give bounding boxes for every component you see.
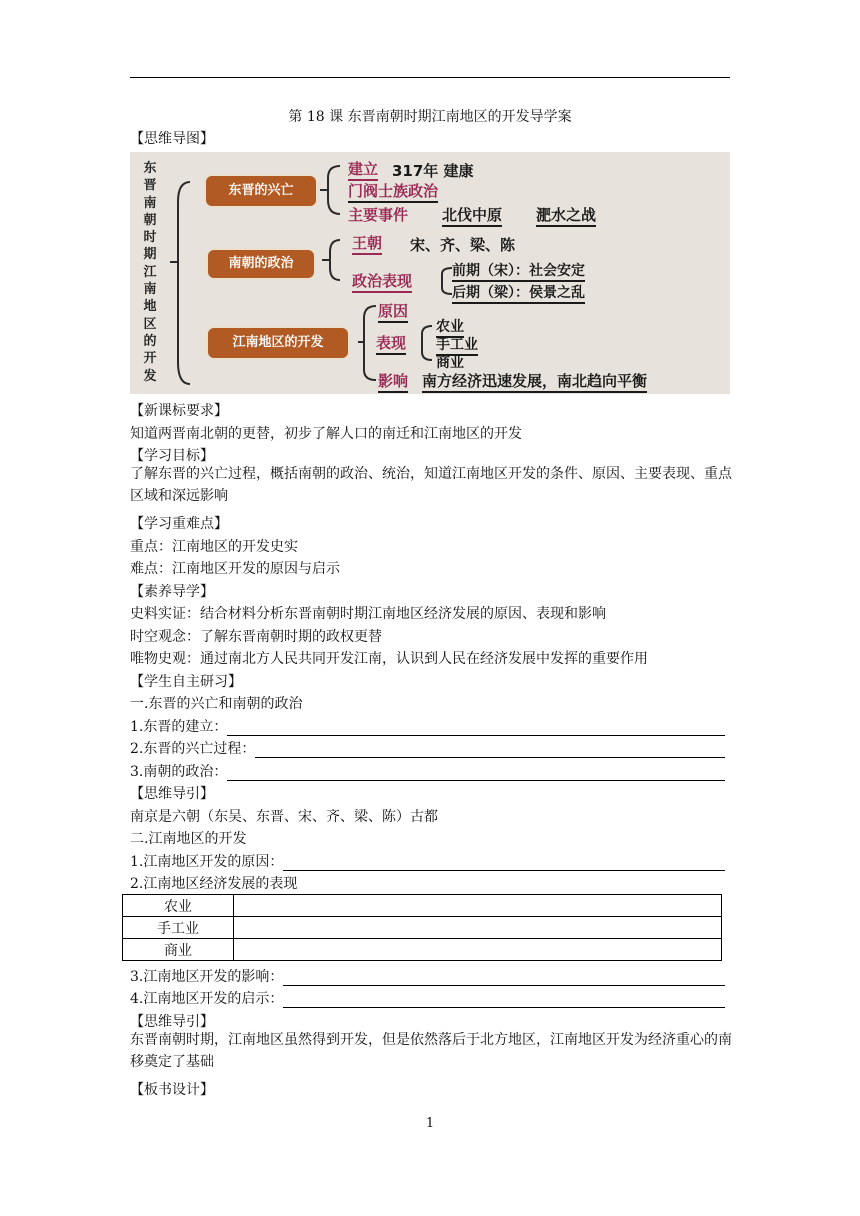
table-answer-cell[interactable] (234, 939, 722, 961)
mm-b3-sub1: 原因 (378, 300, 408, 323)
question-6 (130, 966, 725, 986)
table-row-label: 农业 (123, 895, 234, 917)
mm-b2-val2b: 后期（梁）：侯景之乱 (452, 282, 585, 304)
question-1 (130, 716, 725, 736)
mm-b2-key1: 王朝 (352, 232, 382, 255)
body-paragraph: 了解东晋的兴亡过程，概括南朝的政治、统治，知道江南地区开发的条件、原因、主要表现、重点区域和深远影响 (130, 466, 732, 504)
question-1-label: 1.东晋的建立： (130, 719, 228, 735)
section-heading: 【思维导引】 (130, 786, 214, 802)
mindmap-root-char: 朝 (143, 212, 157, 228)
part-title: 二.江南地区的开发 (130, 831, 247, 847)
section-heading: 【学生自主研习】 (130, 674, 242, 690)
mm-b3-val3: 南方经济迅速发展，南北趋向平衡 (422, 370, 647, 393)
section-heading: 【学习目标】 (130, 448, 214, 464)
table-row (123, 917, 722, 939)
mm-b1-key3: 主要事件 (348, 206, 409, 224)
table-row (123, 895, 722, 917)
mm-b2-key2: 政治表现 (352, 270, 412, 293)
body-text: 重点：江南地区的开发史实 (130, 539, 298, 555)
question-4 (130, 851, 725, 871)
header-rule (130, 77, 730, 78)
answer-blank-7[interactable] (283, 993, 725, 1008)
mindmap-root-char: 开 (143, 351, 157, 367)
body-text: 唯物史观：通过南北方人民共同开发江南，认识到人民在经济发展中发挥的重要作用 (130, 651, 648, 667)
question-3-label: 3.南朝的政治： (130, 764, 228, 780)
mindmap-root-char: 南 (143, 282, 157, 298)
document-title: 第 18 课 东晋南朝时期江南地区的开发导学案 (288, 109, 572, 125)
mm-b1-val3a: 北伐中原 (442, 204, 502, 227)
table-row-label: 商业 (123, 939, 234, 961)
mindmap-root-char: 的 (143, 333, 157, 349)
mm-b3-item1: 农业 (436, 316, 464, 338)
part-title: 一.东晋的兴亡和南朝的政治 (130, 696, 303, 712)
question-2 (130, 738, 725, 758)
section-heading: 【新课标要求】 (130, 403, 228, 419)
mindmap-root-char: 地 (143, 299, 157, 315)
body-text: 难点：江南地区开发的原因与启示 (130, 561, 340, 577)
mindmap-root-char: 时 (143, 230, 157, 246)
body-text: 知道两晋南北朝的更替，初步了解人口的南迁和江南地区的开发 (130, 426, 522, 442)
answer-blank-3[interactable] (227, 766, 725, 781)
answer-blank-2[interactable] (255, 743, 725, 758)
section-heading: 【思维导引】 (130, 1014, 214, 1030)
mm-b3-key3: 影响 (378, 370, 408, 393)
table-row-label: 手工业 (123, 917, 234, 939)
section-heading: 【素养导学】 (130, 584, 214, 600)
table-answer-cell[interactable] (234, 895, 722, 917)
mindmap-branch-1: 东晋的兴亡 (204, 174, 318, 208)
mindmap-branch-2: 南朝的政治 (206, 248, 316, 280)
question-3 (130, 761, 725, 781)
body-paragraph: 东晋南朝时期，江南地区虽然得到开发，但是依然落后于北方地区，江南地区开发为经济重心的南移奠定了基础 (130, 1032, 732, 1070)
economy-table (122, 894, 722, 961)
mindmap-root-char: 南 (143, 195, 157, 211)
mm-b3-item3: 商业 (436, 355, 464, 371)
section-heading: 【学习重难点】 (130, 516, 228, 532)
answer-blank-1[interactable] (227, 721, 725, 736)
table-row (123, 939, 722, 961)
mm-b3-key2: 表现 (376, 332, 406, 355)
mindmap-heading: 【思维导图】 (130, 131, 214, 147)
question-6-label: 3.江南地区开发的影响： (130, 969, 284, 985)
question-7-label: 4.江南地区开发的启示： (130, 991, 284, 1007)
body-text: 南京是六朝（东吴、东晋、宋、齐、梁、陈）古都 (130, 809, 438, 825)
mindmap-root-char: 期 (143, 247, 157, 263)
page-number: 1 (425, 1116, 435, 1131)
mindmap-root-char: 江 (143, 264, 157, 280)
mindmap-branch-3: 江南地区的开发 (206, 326, 350, 360)
question-2-label: 2.东晋的兴亡过程： (130, 741, 256, 757)
mm-b1-key1: 建立 (348, 158, 378, 181)
question-5: 2.江南地区经济发展的表现 (130, 876, 298, 892)
mm-b2-val2a: 前期（宋）：社会安定 (452, 260, 585, 282)
body-text: 时空观念：了解东晋南朝时期的政权更替 (130, 629, 382, 645)
mm-b3-item2: 手工业 (436, 334, 478, 356)
mindmap-root-char: 发 (143, 368, 157, 384)
mm-b2-val1: 宋、齐、梁、陈 (410, 236, 516, 254)
mm-b1-val3b: 淝水之战 (536, 204, 596, 227)
answer-blank-4[interactable] (283, 856, 725, 871)
answer-blank-6[interactable] (283, 971, 725, 986)
table-answer-cell[interactable] (234, 917, 722, 939)
mm-b1-val1: 317年 建康 (392, 162, 474, 180)
question-7 (130, 988, 725, 1008)
body-text: 史料实证：结合材料分析东晋南朝时期江南地区经济发展的原因、表现和影响 (130, 606, 606, 622)
mm-b1-sub2: 门阀士族政治 (348, 180, 438, 203)
mindmap-root-char: 区 (143, 316, 157, 332)
section-heading: 【板书设计】 (130, 1082, 214, 1098)
question-4-label: 1.江南地区开发的原因： (130, 854, 284, 870)
mindmap-figure (130, 152, 730, 394)
mindmap-root-char: 晋 (143, 178, 157, 194)
mindmap-root-char: 东 (143, 161, 157, 176)
